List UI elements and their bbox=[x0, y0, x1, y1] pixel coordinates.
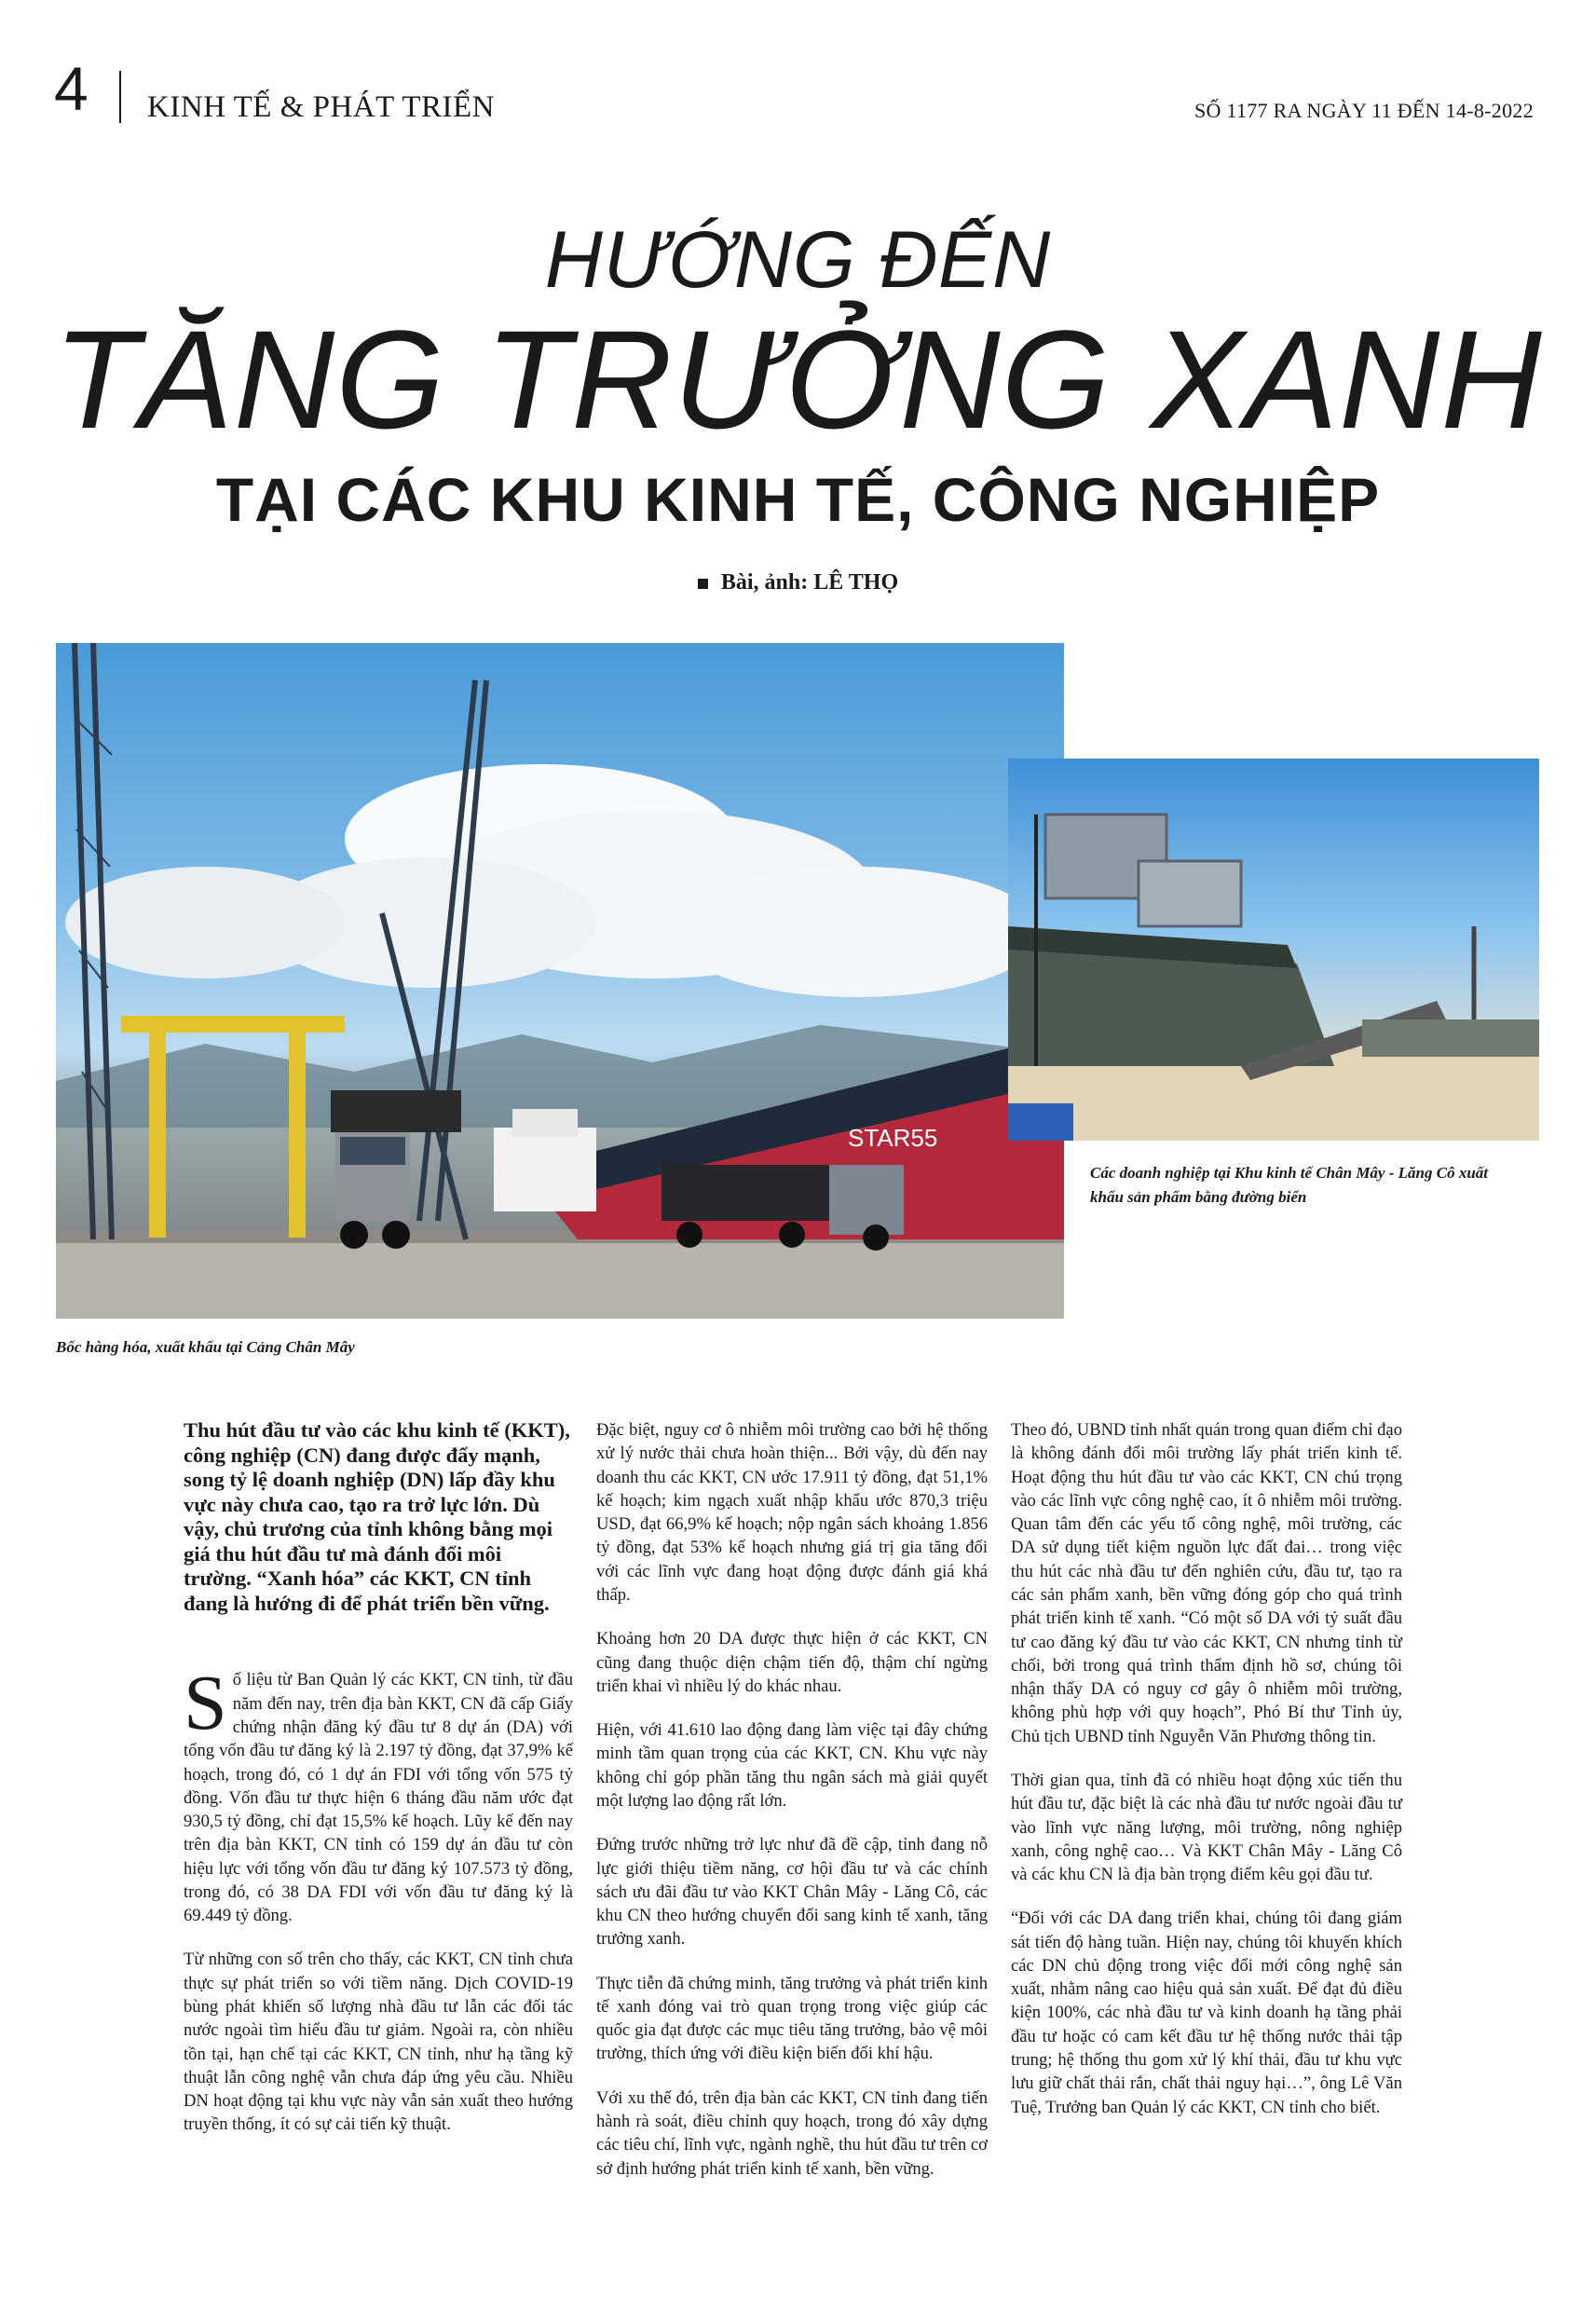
body-paragraph: Đặc biệt, nguy cơ ô nhiễm môi trường cao bởi hệ thống xử lý nước thải chưa hoàn thiện... Bởi vậy, dù đến nay doanh thu các KKT, CN ước 17.911 tỷ đồng, đạt 51,1% kế hoạch; kim ngạch xuất nhập khẩu ước 870,3 triệu USD, đạt 66,9% kế hoạch; nộp ngân sách khoảng 1.856 tỷ đồng, đạt 53% kế hoạch nhưng giá trị gia tăng đối với các lĩnh vực đang hoạt động được đánh giá khá thấp. bbox=[596, 1420, 988, 1605]
port-photo bbox=[56, 643, 1064, 1319]
header-divider bbox=[119, 71, 121, 123]
article-headline: TĂNG TRƯỞNG XANH bbox=[53, 301, 1543, 458]
body-paragraph: Khoảng hơn 20 DA được thực hiện ở các KKT, CN cũng đang thuộc diện chậm tiến độ, thậm chí ngừng triển khai vì nhiều lý do khác nhau. bbox=[596, 1629, 988, 1696]
ship-loading-illustration bbox=[1008, 759, 1539, 1141]
body-paragraph bbox=[184, 1660, 573, 1927]
body-paragraph: Đứng trước những trở lực như đã đề cập, tỉnh đang nỗ lực giới thiệu tiềm năng, cơ hội đầu tư và các chính sách ưu đãi đầu tư vào KKT Chân Mây - Lăng Cô, các khu CN theo hướng chuyển đổi sang kinh tế xanh, tăng trưởng xanh. bbox=[596, 1835, 988, 1949]
article-column-2 bbox=[596, 1418, 988, 2201]
side-photo-caption: Các doanh nghiệp tại Khu kinh tế Chân Mây - Lăng Cô xuất khẩu sản phẩm bằng đường biển bbox=[1090, 1164, 1488, 1206]
body-text: ố liệu từ Ban Quản lý các KKT, CN tỉnh, từ đầu năm đến nay, trên địa bàn KKT, CN đã cấp Giấy chứng nhận đăng ký đầu tư 8 dự án (DA) với tổng vốn đầu tư đăng ký là 2.197 tỷ đồng, đạt 37,9% kế hoạch, trong đó, có 1 dự án FDI với tổng vốn 575 tỷ đồng. Vốn đầu tư thực hiện 6 tháng đầu năm ước đạt 930,5 tỷ đồng, chỉ đạt 15,5% kế hoạch. Lũy kế đến nay trên địa bàn KKT, CN tỉnh có 159 dự án đầu tư còn hiệu lực với tổng vốn đầu tư đăng ký 107.573 tỷ đồng, trong đó, có 38 DA FDI với vốn đầu tư đăng ký là 69.449 tỷ đồng. bbox=[184, 1670, 573, 1926]
article-column-3 bbox=[1011, 1418, 1402, 2140]
body-paragraph: Từ những con số trên cho thấy, các KKT, CN tỉnh chưa thực sự phát triển so với tiềm năng. Dịch COVID-19 bùng phát khiến số lượng nhà đầu tư lẫn các đối tác nước ngoài tìm hiểu đầu tư giảm. Ngoài ra, còn nhiều tồn tại, hạn chế tại các KKT, CN tỉnh, như hạ tầng kỹ thuật lẫn công nghệ vẫn chưa đáp ứng yêu cầu. Nhiều DN hoạt động tại khu vực này vẫn sản xuất theo hướng truyền thống, ít có sự cải tiến kỹ thuật. bbox=[184, 1949, 573, 2135]
article-subhead: TẠI CÁC KHU KINH TẾ, CÔNG NGHIỆP bbox=[215, 465, 1381, 534]
body-paragraph: Thời gian qua, tỉnh đã có nhiều hoạt động xúc tiến thu hút đầu tư, đặc biệt là các nhà đầu tư nước ngoài đầu tư vào lĩnh vực năng lượng, môi trường, nông nghiệp xanh, công nghệ cao… Và KKT Chân Mây - Lăng Cô và các khu CN là địa bàn trọng điểm kêu gọi đầu tư. bbox=[1011, 1770, 1402, 1885]
bullet-square-icon bbox=[698, 579, 708, 589]
port-photo-illustration bbox=[56, 643, 1064, 1319]
page-number: 4 bbox=[54, 54, 89, 123]
body-paragraph: “Đối với các DA đang triển khai, chúng tôi đang giám sát tiến độ hàng tuần. Hiện nay, chúng tôi khuyến khích các DN chủ động trong việc đổi mới công nghệ sản xuất, nhằm nâng cao hiệu quả sản xuất. Để đạt đủ điều kiện 100%, các nhà đầu tư và kinh doanh hạ tầng phải đầu tư hoặc có cam kết đầu tư hệ thống nước thải tập trung; hệ thống thu gom xử lý khí thải, đầu tư khu vực lưu giữ chất thải rắn, chất thải nguy hại…”, ông Lê Văn Tuệ, Trưởng ban Quản lý các KKT, CN tỉnh cho biết. bbox=[1011, 1908, 1402, 2117]
body-paragraph: Với xu thế đó, trên địa bàn các KKT, CN tỉnh đang tiến hành rà soát, điều chỉnh quy hoạch, trong đó xây dựng các tiêu chí, lĩnh vực, ngành nghề, thu hút đầu tư trên cơ sở định hướng phát triển kinh tế xanh, bền vững. bbox=[596, 2087, 988, 2179]
section-name: KINH TẾ & PHÁT TRIỂN bbox=[147, 90, 495, 124]
byline bbox=[0, 570, 1596, 595]
article-column-1 bbox=[184, 1418, 573, 2157]
body-paragraph: Hiện, với 41.610 lao động đang làm việc tại đây chứng minh tầm quan trọng của các KKT, CN. Khu vực này không chỉ góp phần tăng thu ngân sách mà giải quyết một lượng lao động rất lớn. bbox=[596, 1720, 988, 1811]
body-paragraph: Thực tiễn đã chứng minh, tăng trưởng và phát triển kinh tế xanh đóng vai trò quan trọng trong việc giúp các quốc gia đạt được các mục tiêu tăng trưởng, bảo vệ môi trường, thích ứng với điều kiện biến đổi khí hậu. bbox=[596, 1973, 988, 2064]
main-photo-caption: Bốc hàng hóa, xuất khẩu tại Cảng Chân Mây bbox=[56, 1338, 355, 1356]
article-lead: Thu hút đầu tư vào các khu kinh tế (KKT), công nghiệp (CN) đang được đẩy mạnh, song tỷ lệ doanh nghiệp (DN) lấp đầy khu vực này chưa cao, tạo ra trở lực lớn. Dù vậy, chủ trương của tỉnh không bằng mọi giá thu hút đầu tư mà đánh đổi môi trường. “Xanh hóa” các KKT, CN tỉnh đang là hướng đi để phát triển bền vững. bbox=[184, 1418, 570, 1615]
drop-cap: S bbox=[184, 1660, 227, 1747]
ship-name-label: STAR55 bbox=[848, 1124, 938, 1152]
body-paragraph: Theo đó, UBND tỉnh nhất quán trong quan điểm chỉ đạo là không đánh đổi môi trường lấy phát triển kinh tế. Hoạt động thu hút đầu tư vào các KKT, CN chú trọng vào các lĩnh vực công nghệ cao, ít ô nhiễm môi trường. Quan tâm đến các yếu tố công nghệ, môi trường, các DA sử dụng tiết kiệm nguồn lực đất đai… trong việc thu hút các nhà đầu tư đến nghiên cứu, đầu tư, tạo ra các sản phẩm xanh, bền vững đóng góp cho quá trình phát triển kinh tế xanh. “Có một số DA với tỷ suất đầu tư cao đăng ký đầu tư vào các KKT, CN nhưng tỉnh từ chối, bởi trong quá trình thẩm định hồ sơ, chúng tôi nhận thấy DA có nguy cơ gây ô nhiễm môi trường, không phù hợp với quy hoạch”, Phó Bí thư Tỉnh ủy, Chủ tịch UBND tỉnh Nguyễn Văn Phương thông tin. bbox=[1011, 1420, 1402, 1746]
article-kicker: HƯỚNG ĐẾN bbox=[544, 215, 1052, 305]
ship-loading-photo bbox=[1008, 759, 1539, 1141]
byline-text: Bài, ảnh: LÊ THỌ bbox=[720, 570, 899, 595]
issue-info: SỐ 1177 RA NGÀY 11 ĐẾN 14-8-2022 bbox=[1194, 99, 1534, 122]
